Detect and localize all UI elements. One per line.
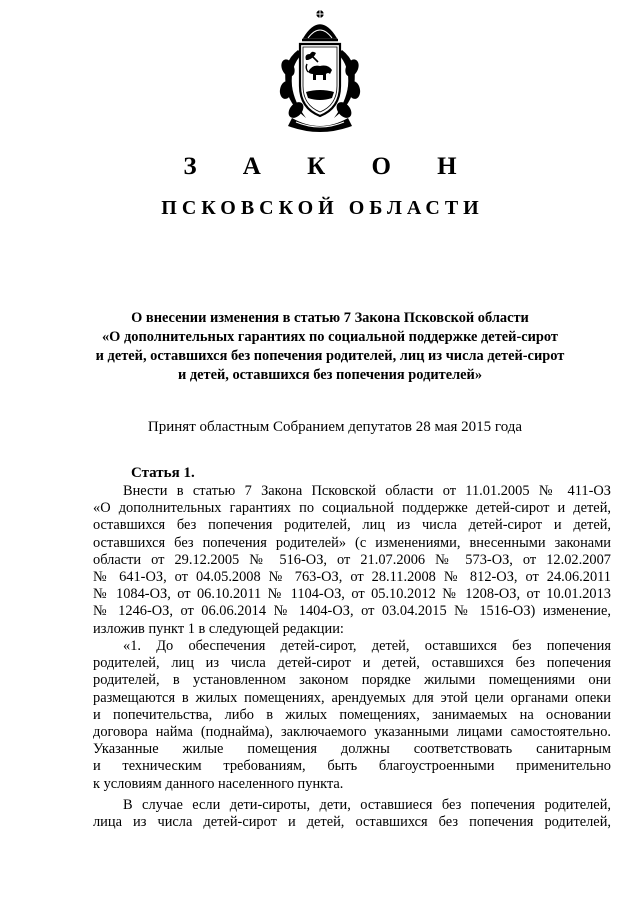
- law-subject-heading: [70, 309, 590, 385]
- article-paragraph-2: [93, 638, 611, 793]
- subject-line: «О дополнительных гарантиях по социальной поддержке детей-сирот: [101, 329, 558, 345]
- text-line: родителей, лиц из числа детей-сирот и детей, оставшихся без попечения: [93, 655, 611, 672]
- text-line: размещаются в жилых помещениях, арендуемых для этой цели органами опеки: [93, 689, 611, 706]
- text-line: Внести в статью 7 Закона Псковской области от 11.01.2005 № 411-ОЗ: [123, 483, 611, 499]
- text-line: области от 29.12.2005 № 516-ОЗ, от 21.07.2006 № 573-ОЗ, от 12.02.2007: [93, 551, 611, 568]
- region-name: ПСКОВСКОЙ ОБЛАСТИ: [161, 197, 484, 219]
- text-line: оставшихся без попечения родителей, лиц из числа детей-сирот и детей,: [93, 517, 611, 534]
- subject-line: и детей, оставшихся без попечения родителей, лиц из числа детей-сирот: [95, 348, 565, 364]
- subject-line: О внесении изменения в статью 7 Закона Псковской области: [131, 310, 529, 326]
- text-line: оставшихся без попечения родителей» (с изменениями, внесенными законами: [93, 534, 611, 551]
- article-heading: Статья 1.: [131, 465, 195, 481]
- text-line: и техническим требованиям, быть благоустроенными применительно: [93, 758, 611, 775]
- text-line: № 1246-ОЗ, от 06.06.2014 № 1404-ОЗ, от 03.04.2015 № 1516-ОЗ) изменение,: [93, 603, 611, 620]
- text-line: Указанные жилые помещения должны соответствовать санитарным: [93, 741, 611, 758]
- text-line: родителей, в установленном законом порядке жилыми помещениями они: [93, 672, 611, 689]
- text-line: «1. До обеспечения детей-сирот, детей, оставшихся без попечения: [123, 638, 611, 654]
- text-line: № 641-ОЗ, от 04.05.2008 № 763-ОЗ, от 28.11.2008 № 812-ОЗ, от 24.06.2011: [93, 568, 611, 585]
- article-paragraph-3: [93, 797, 611, 831]
- text-line: лица из числа детей-сирот и детей, оставшихся без попечения родителей,: [93, 814, 611, 831]
- adoption-note: Принят областным Собранием депутатов 28 мая 2015 года: [147, 419, 523, 435]
- law-title: З А К О Н: [183, 153, 477, 180]
- text-line: договора найма (поднайма), заключаемого указанными лицами самостоятельно.: [93, 723, 611, 740]
- subject-line: и детей, оставшихся без попечения родителей»: [177, 367, 483, 383]
- article-paragraph-1: [93, 483, 611, 638]
- text-line: и попечительства, либо в жилых помещениях, занимаемых на основании: [93, 706, 611, 723]
- text-line: «О дополнительных гарантиях по социальной поддержке детей-сирот и детей,: [93, 500, 611, 517]
- text-line: к условиям данного населенного пункта.: [93, 775, 344, 792]
- text-line: № 1084-ОЗ, от 06.10.2011 № 1104-ОЗ, от 05.10.2012 № 1208-ОЗ, от 10.01.2013: [93, 586, 611, 603]
- pskov-coat-of-arms-emblem: [268, 8, 372, 134]
- text-line: изложив пункт 1 в следующей редакции:: [93, 620, 344, 637]
- text-line: В случае если дети-сироты, дети, оставшиеся без попечения родителей,: [123, 797, 611, 813]
